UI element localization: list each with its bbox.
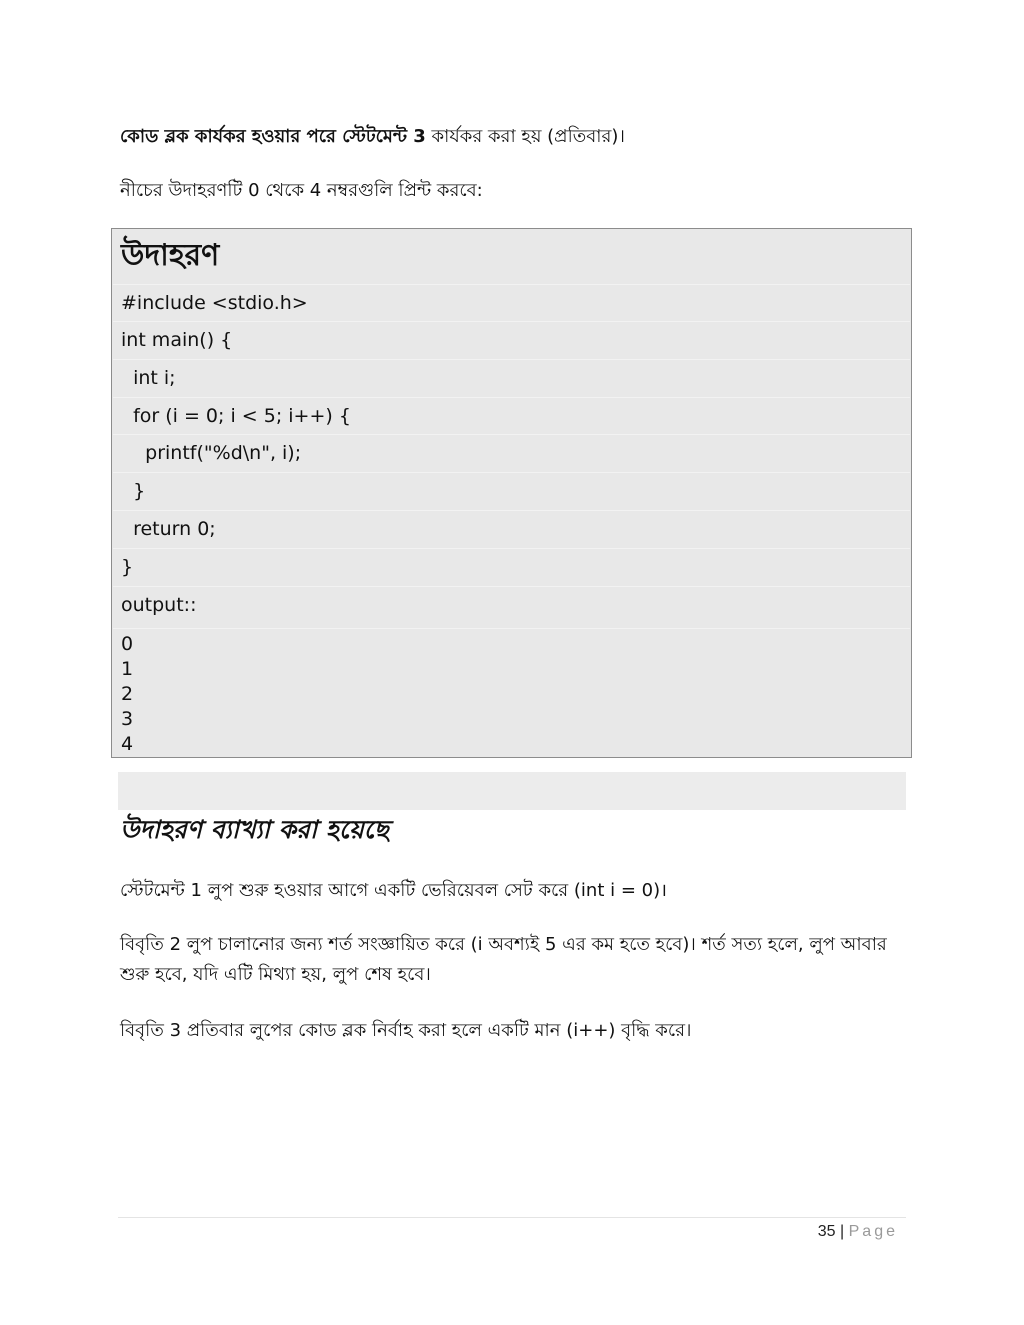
output-line: 3 [121,708,134,730]
code-line: printf("%d\n", i); [113,434,910,471]
example-code-box [111,228,912,758]
paragraph-statement-3 [120,122,900,152]
page-footer [818,1220,898,1244]
output-line: 0 [121,633,134,655]
code-line: return 0; [113,510,910,547]
code-line: int i; [113,359,910,396]
paragraph-example-intro: নীচের উদাহরণটি 0 থেকে 4 নম্বরগুলি প্রিন্ট করবে: [120,180,483,201]
code-line: } [113,548,910,585]
paragraph-bold-part: কোড ব্লক কার্যকর হওয়ার পরে স্টেটমেন্ট 3 [120,126,426,147]
footer-separator: | [840,1223,845,1240]
page-number: 35 [817,1223,836,1240]
output-line: 1 [121,658,134,680]
output-line: 4 [121,733,134,755]
code-line: int main() { [113,321,910,358]
code-line-output-label: output:: [113,586,910,623]
paragraph-statement-2: বিবৃতি 2 লুপ চালানোর জন্য শর্ত সংজ্ঞায়িত করে (i অবশ্যই 5 এর কম হতে হবে)। শর্ত সত্য হলে, লুপ আবার শুরু হবে, যদি এটি মিথ্যা হয়, লুপ শেষ হবে। [120,934,887,985]
code-line: for (i = 0; i < 5; i++) { [113,397,910,434]
paragraph-statement-3-explained: বিবৃতি 3 প্রতিবার লুপের কোড ব্লক নির্বাহ করা হলে একটি মান (i++) বৃদ্ধি করে। [120,1020,692,1041]
code-line: } [113,472,910,509]
paragraph-rest-part: কার্যকর করা হয় (প্রতিবার)। [425,126,625,147]
footer-divider [118,1217,906,1218]
example-title: উদাহরণ [121,238,220,273]
code-line: #include <stdio.h> [113,284,910,321]
gray-divider-bar [118,772,906,810]
output-line: 2 [121,683,134,705]
section-heading: উদাহরণ ব্যাখ্যা করা হয়েছে [120,815,389,844]
paragraph-statement-1: স্টেটমেন্ট 1 লুপ শুরু হওয়ার আগে একটি ভেরিয়েবল সেট করে (int i = 0)। [120,880,667,901]
output-block [113,628,910,757]
page-word: Page [848,1223,898,1240]
